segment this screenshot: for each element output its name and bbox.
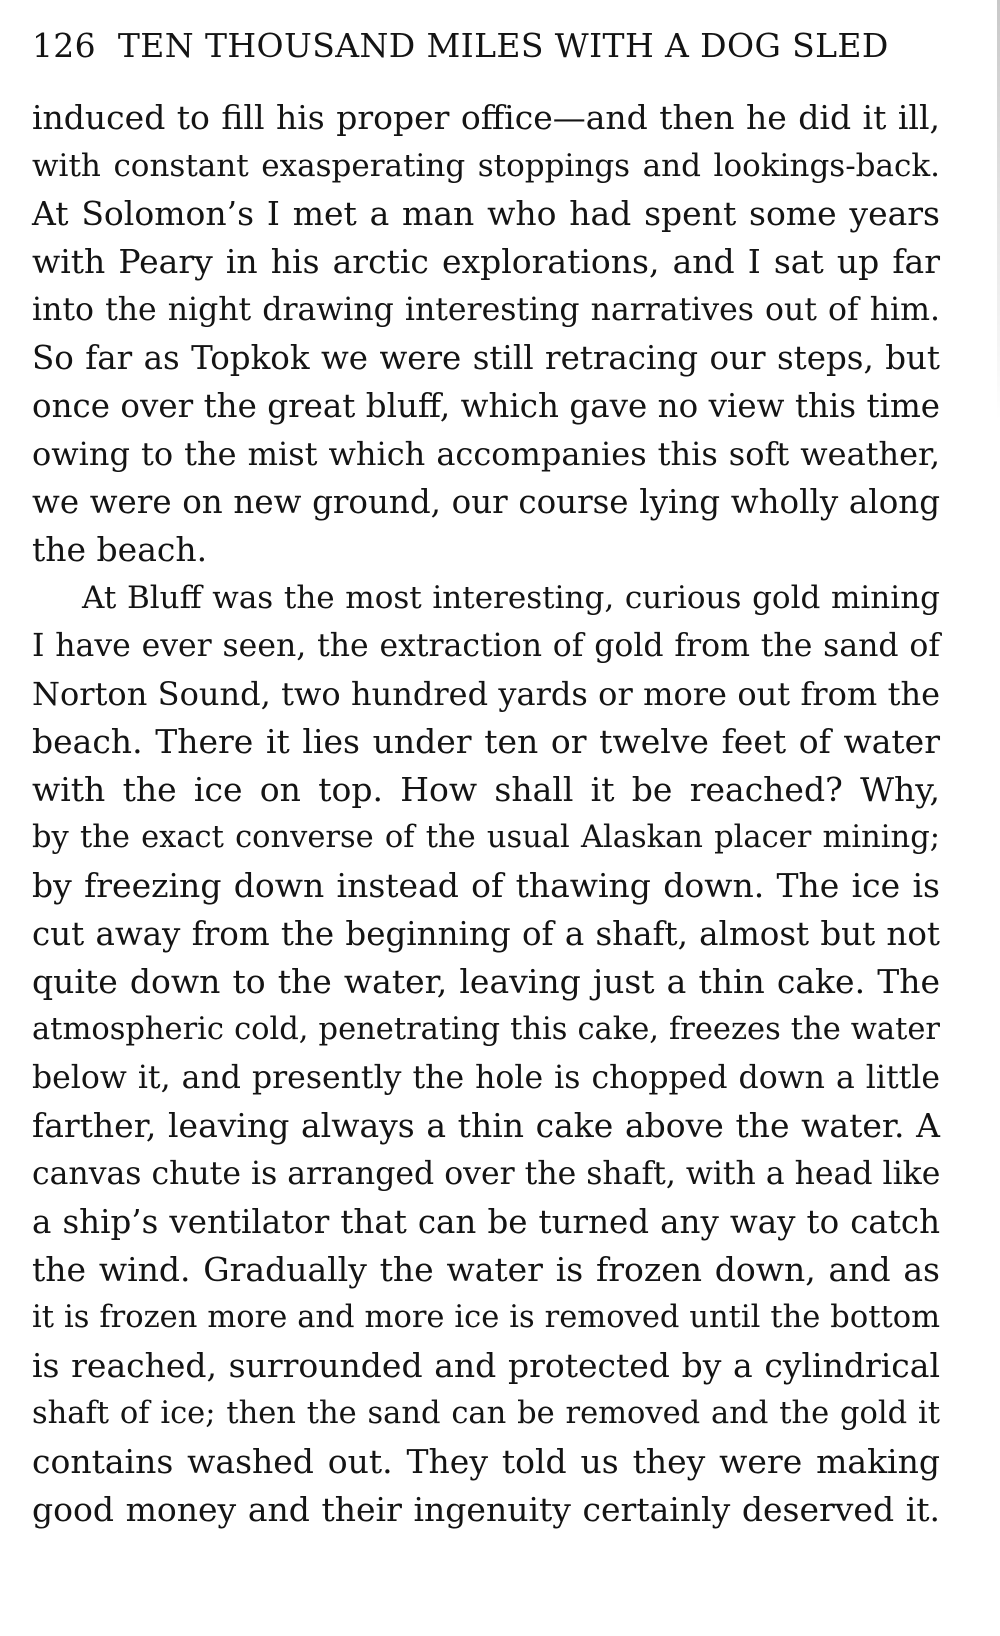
text-line: canvas chute is arranged over the shaft, with a head like — [32, 1156, 941, 1192]
text-line: with constant exasperating stoppings and lookings-back. — [32, 148, 940, 184]
text-line: once over the great bluff, which gave no view this time — [32, 387, 940, 425]
text-line: below it, and presently the hole is chopped down a little — [32, 1060, 940, 1096]
text-line: a ship’s ventilator that can be turned any way to catch — [32, 1203, 940, 1241]
text-line: Norton Sound, two hundred yards or more out from the — [32, 675, 940, 713]
text-line: is reached, surrounded and protected by a cylindrical — [32, 1346, 940, 1385]
text-line: owing to the mist which accompanies this soft weather, — [32, 435, 940, 473]
text-line: farther, leaving always a thin cake above the water. A — [32, 1106, 940, 1145]
text-line: shaft of ice; then the sand can be removed and the gold it — [32, 1396, 940, 1431]
text-line: we were on new ground, our course lying wholly along — [32, 483, 940, 521]
running-head-title: TEN THOUSAND MILES WITH A DOG SLED — [117, 26, 889, 65]
text-line: into the night drawing interesting narratives out of him. — [32, 292, 940, 328]
text-line: contains washed out. They told us they were making — [32, 1442, 940, 1481]
book-page — [32, 18, 940, 1534]
text-line: by freezing down instead of thawing down. The ice is — [32, 866, 940, 905]
text-line: beach. There it lies under ten or twelve feet of water — [32, 722, 940, 761]
text-line: At Bluff was the most interesting, curious gold mining — [82, 580, 940, 616]
text-line: it is frozen more and more ice is removed until the bottom — [32, 1300, 940, 1335]
running-head — [32, 18, 940, 74]
text-line: I have ever seen, the extraction of gold from the sand of — [32, 628, 940, 664]
body-text — [32, 94, 940, 1534]
text-line: induced to fill his proper office—and then he did it ill, — [32, 98, 940, 137]
page-number: 126 — [32, 26, 96, 65]
text-line: quite down to the water, leaving just a thin cake. The — [32, 962, 940, 1001]
text-line: So far as Topkok we were still retracing our steps, but — [32, 339, 940, 377]
text-line: by the exact converse of the usual Alaskan placer mining; — [32, 820, 940, 855]
paragraph-1 — [32, 94, 940, 574]
paragraph-2 — [32, 574, 940, 1534]
text-line: good money and their ingenuity certainly deserved it. — [32, 1490, 940, 1529]
text-line: with the ice on top. How shall it be reached? Why, — [32, 770, 940, 809]
text-line: cut away from the beginning of a shaft, almost but not — [32, 915, 940, 953]
text-line: with Peary in his arctic explorations, and I sat up far — [32, 242, 940, 281]
text-line: the beach. — [32, 530, 208, 569]
text-line: atmospheric cold, penetrating this cake, freezes the water — [32, 1012, 940, 1047]
text-line: At Solomon’s I met a man who had spent some years — [32, 194, 940, 233]
text-line: the wind. Gradually the water is frozen down, and as — [32, 1250, 940, 1289]
